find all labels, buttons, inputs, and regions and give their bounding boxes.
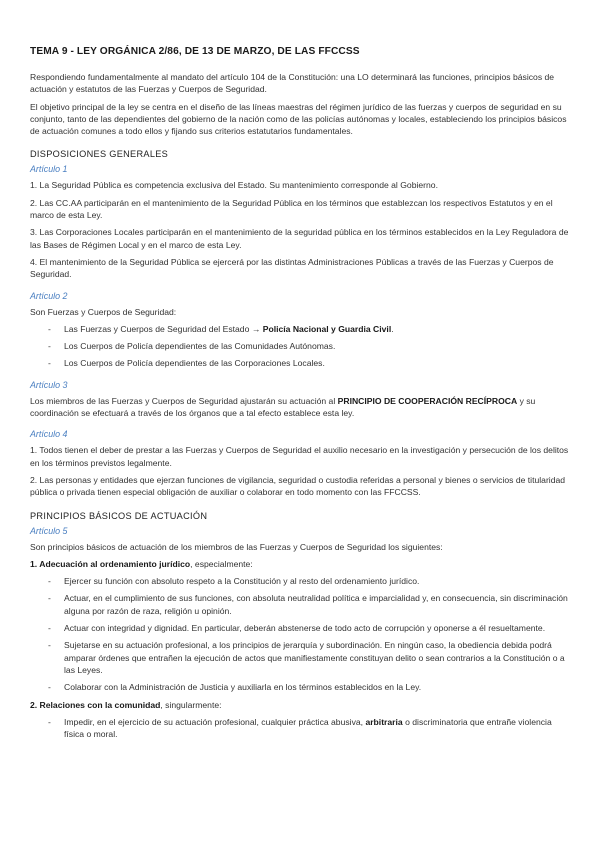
- document-title: TEMA 9 - LEY ORGÁNICA 2/86, DE 13 DE MARZO, DE LAS FFCCSS: [30, 46, 360, 57]
- list-item: - Actuar, en el cumplimiento de sus funciones, con absoluta neutralidad política e imparcialidad y, en consecuencia, sin discriminación alguna por razón de raza, religión u opinión.: [30, 592, 570, 617]
- article-1-item-2: 2. Las CC.AA participarán en el mantenimiento de la Seguridad Pública en los términos que establezcan los respectivos Estatutos y en el marco de esta Ley.: [30, 197, 553, 221]
- article-5-heading: Artículo 5: [30, 525, 68, 536]
- article-4-heading: Artículo 4: [30, 429, 68, 440]
- article-3-bold-text: PRINCIPIO DE COOPERACIÓN RECÍPROCA: [337, 395, 518, 406]
- article-3-heading: Artículo 3: [30, 379, 68, 390]
- list-item: - Sujetarse en su actuación profesional, a los principios de jerarquía y subordinación. En ningún caso, la obediencia debida podrá amparar órdenes que entrañen la ejecución de actos que manifiestamente constituyan delito o sean contrarios a la Constitución o a las Leyes.: [30, 639, 570, 676]
- list-item: - Actuar con integridad y dignidad. En particular, deberán abstenerse de todo acto de corrupción y oponerse a él resueltamente.: [30, 622, 570, 634]
- article-5-lead: Son principios básicos de actuación de los miembros de las Fuerzas y Cuerpos de Seguridad los siguientes:: [30, 541, 443, 552]
- article-2-bullet-3: - Los Cuerpos de Policía dependientes de las Corporaciones Locales.: [30, 357, 570, 369]
- section-heading-disposiciones: DISPOSICIONES GENERALES: [30, 149, 169, 160]
- article-5-principle-1: 1. Adecuación al ordenamiento jurídico, especialmente:: [30, 558, 253, 569]
- article-4-item-2: 2. Las personas y entidades que ejerzan funciones de vigilancia, seguridad o custodia referidas a personal y bienes o servicios de titularidad pública o privada tienen especial obligación de auxiliar o colaborar en todo momento con las FFCCSS.: [30, 474, 566, 498]
- intro-paragraph-2: El objetivo principal de la ley se centra en el diseño de las líneas maestras del régimen jurídico de las fuerzas y cuerpos de seguridad en su conjunto, tanto de las dependientes del gobierno de la nación como de las policías autónomas y locales, estableciendo los principios básicos de actuación comunes a todo ellos y fijando sus criterios estatutarios fundamentales.: [30, 101, 567, 137]
- article-1-item-3: 3. Las Corporaciones Locales participarán en el mantenimiento de la seguridad pública en los términos establecidos en la Ley Reguladora de las Bases de Régimen Local y en el marco de esta Ley.: [30, 227, 569, 250]
- list-item: - Colaborar con la Administración de Justicia y auxiliarla en los términos establecidos en la Ley.: [30, 681, 570, 693]
- article-3-paragraph: Los miembros de las Fuerzas y Cuerpos de Seguridad ajustarán su actuación al PRINCIPIO DE COOPERACIÓN RECÍPROCA y su coordinación se efectuará a través de los órganos que a tal efecto establece esta ley.: [30, 395, 536, 419]
- list-item: - Impedir, en el ejercicio de su actuación profesional, cualquier práctica abusiva, arbitraria o discriminatoria que entrañe violencia física o moral.: [30, 716, 570, 741]
- article-2-heading: Artículo 2: [30, 290, 68, 301]
- section-heading-principios: PRINCIPIOS BÁSICOS DE ACTUACIÓN: [30, 510, 208, 521]
- article-1-item-1: 1. La Seguridad Pública es competencia exclusiva del Estado. Su mantenimiento corresponde al Gobierno.: [30, 180, 438, 191]
- article-2-list: [30, 323, 570, 370]
- article-5-principle-2: 2. Relaciones con la comunidad, singularmente:: [30, 699, 222, 710]
- article-2-bullet-1: - Las Fuerzas y Cuerpos de Seguridad del Estado → Policía Nacional y Guardia Civil.: [30, 323, 570, 335]
- article-2-bullet-2: - Los Cuerpos de Policía dependientes de las Comunidades Autónomas.: [30, 340, 570, 352]
- article-2-lead: Son Fuerzas y Cuerpos de Seguridad:: [30, 306, 177, 317]
- article-5-principle-2-list: [30, 716, 570, 741]
- article-1-item-4: 4. El mantenimiento de la Seguridad Pública se ejercerá por las distintas Administraciones Públicas a través de las Fuerzas y Cuerpos de Seguridad.: [30, 256, 554, 280]
- article-4-item-1: 1. Todos tienen el deber de prestar a las Fuerzas y Cuerpos de Seguridad el auxilio necesario en la investigación y persecución de los delitos en los términos previstos legalmente.: [30, 445, 569, 468]
- list-item: - Ejercer su función con absoluto respeto a la Constitución y al resto del ordenamiento jurídico.: [30, 575, 570, 587]
- intro-paragraph-1: Respondiendo fundamentalmente al mandato del artículo 104 de la Constitución: una LO determinará las funciones, principios básicos de actuación y estatutos de las Fuerzas y Cuerpos de Seguridad.: [30, 72, 555, 95]
- article-2-bold-text: Policía Nacional y Guardia Civil: [262, 323, 392, 334]
- article-1-heading: Artículo 1: [30, 164, 68, 175]
- article-5-principle-1-list: [30, 575, 570, 693]
